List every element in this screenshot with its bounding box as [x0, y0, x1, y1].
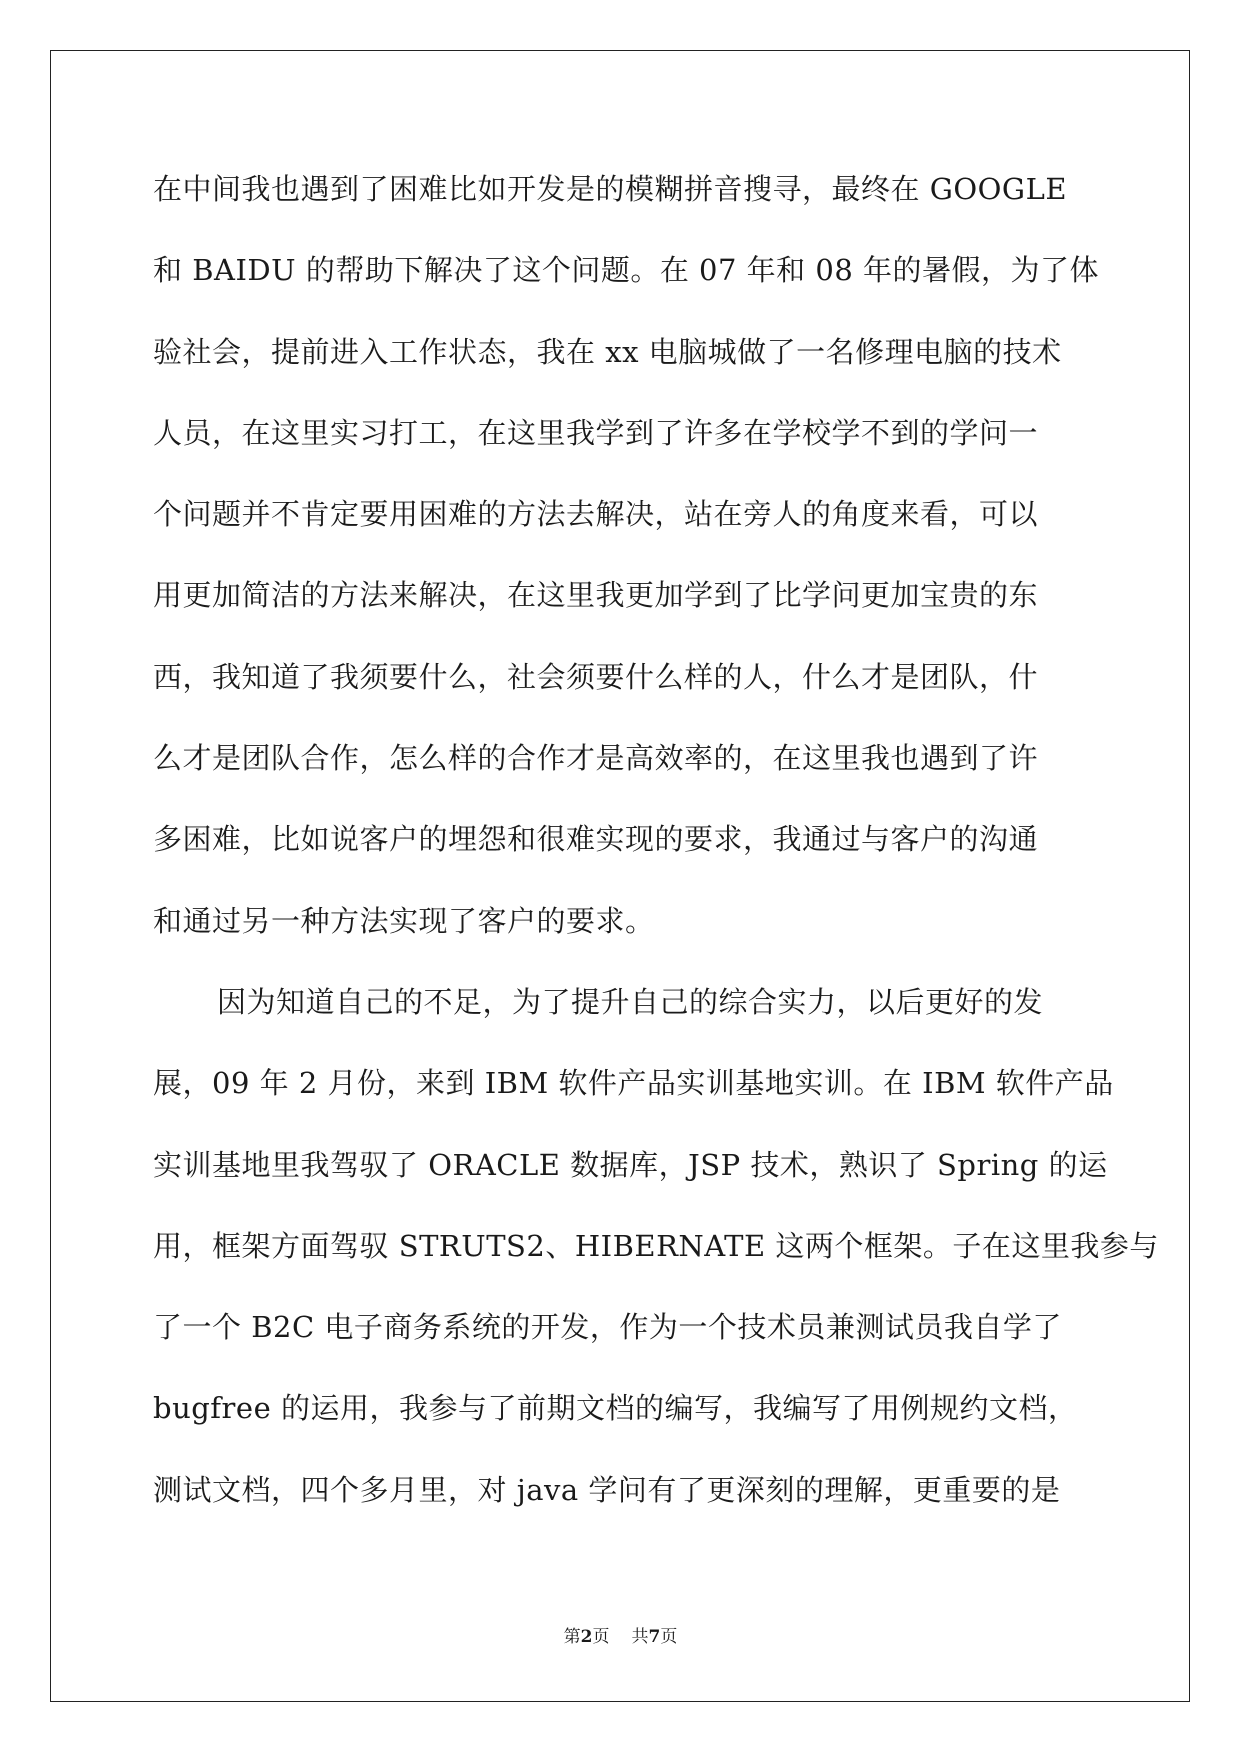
text-line-1: 在中间我也遇到了困难比如开发是的模糊拼音搜寻，最终在 GOOGLE — [153, 172, 1068, 206]
text-line-15: 了一个 B2C 电子商务系统的开发，作为一个技术员兼测试员我自学了 — [153, 1310, 1062, 1345]
text-line-8: 么才是团队合作，怎么样的合作才是高效率的，在这里我也遇到了许 — [153, 741, 1039, 776]
text-line-14: 用，框架方面驾驭 STRUTS2、HIBERNATE 这两个框架。子在这里我参与 — [153, 1228, 1159, 1263]
total-suffix: 页 — [660, 1627, 678, 1647]
text-line-5: 个问题并不肯定要用困难的方法去解决，站在旁人的角度来看，可以 — [153, 497, 1039, 532]
paragraph-2-first-line: 因为知道自己的不足，为了提升自己的综合实力，以后更好的发 — [217, 984, 1044, 1019]
text-line-4: 人员，在这里实习打工，在这里我学到了许多在学校学不到的学问一 — [153, 415, 1039, 450]
page-prefix: 第 — [563, 1627, 581, 1647]
text-line-9: 多困难，比如说客户的埋怨和很难实现的要求，我通过与客户的沟通 — [153, 822, 1039, 857]
page-footer — [0, 1622, 1241, 1647]
total-page-number: 7 — [648, 1627, 661, 1647]
text-line-17: 测试文档，四个多月里，对 java 学问有了更深刻的理解，更重要的是 — [153, 1472, 1061, 1507]
text-line-10: 和通过另一种方法实现了客户的要求。 — [153, 903, 655, 938]
current-page-number: 2 — [580, 1627, 593, 1647]
text-line-12: 展，09 年 2 月份，来到 IBM 软件产品实训基地实训。在 IBM 软件产品 — [153, 1066, 1114, 1101]
text-line-16: bugfree 的运用，我参与了前期文档的编写，我编写了用例规约文档， — [153, 1391, 1078, 1426]
text-line-13: 实训基地里我驾驭了 ORACLE 数据库，JSP 技术，熟识了 Spring 的运 — [153, 1147, 1108, 1182]
text-line-6: 用更加简洁的方法来解决，在这里我更加学到了比学问更加宝贵的东 — [153, 578, 1039, 613]
total-prefix: 共 — [631, 1627, 649, 1647]
text-line-3: 验社会，提前进入工作状态，我在 xx 电脑城做了一名修理电脑的技术 — [153, 334, 1062, 369]
text-line-7: 西，我知道了我须要什么，社会须要什么样的人，什么才是团队，什 — [153, 659, 1039, 694]
page-suffix: 页 — [592, 1627, 610, 1647]
document-body — [153, 165, 1159, 1547]
text-line-2: 和 BAIDU 的帮助下解决了这个问题。在 07 年和 08 年的暑假，为了体 — [153, 253, 1100, 288]
